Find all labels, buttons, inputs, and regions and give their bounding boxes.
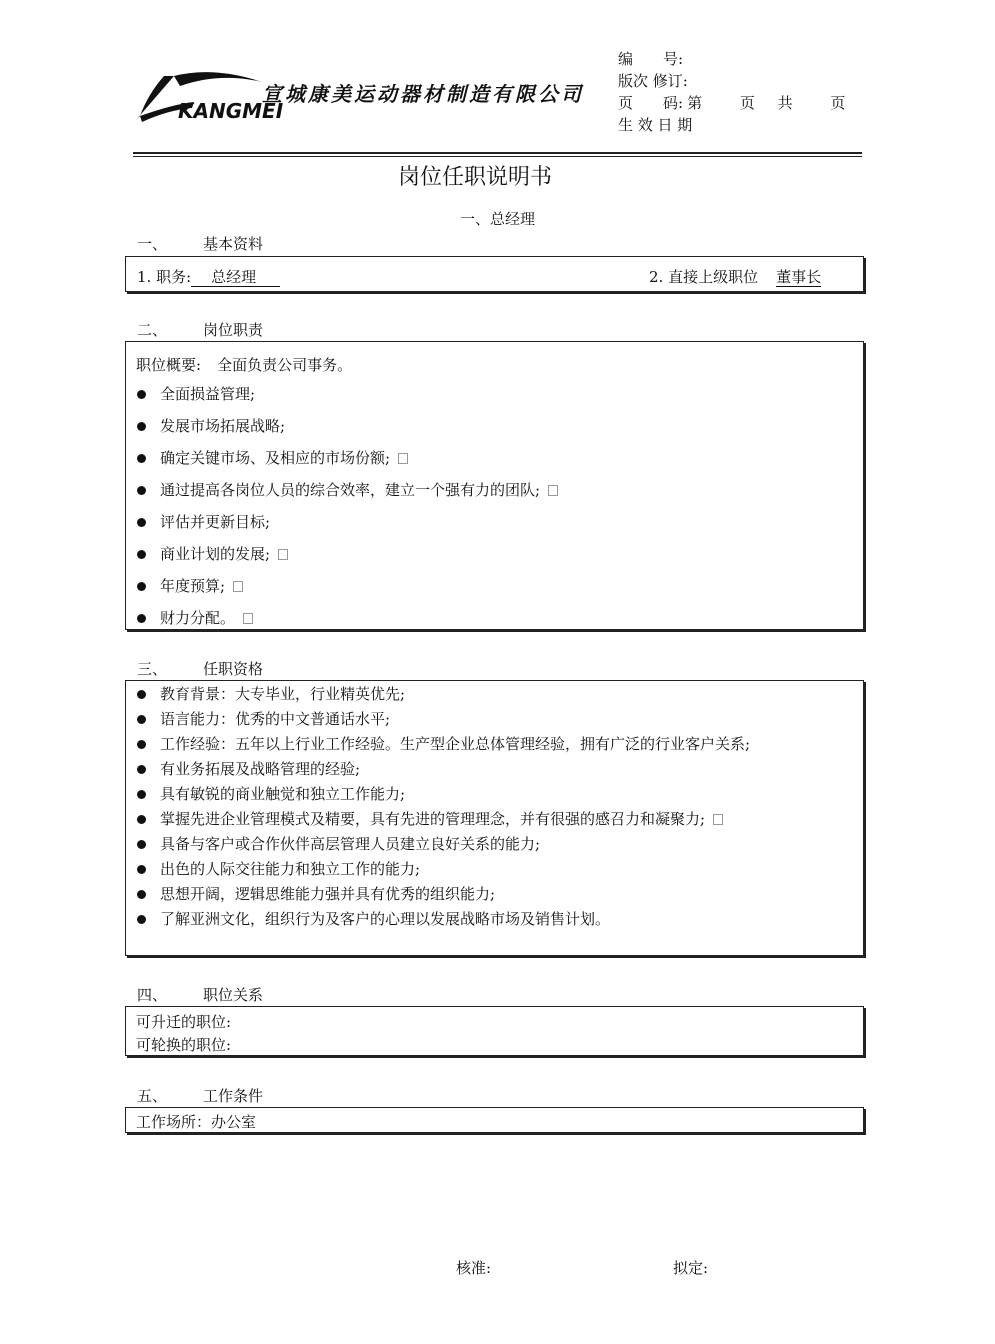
list-item: 思想开阔，逻辑思维能力强并具有优秀的组织能力;	[126, 884, 750, 909]
overview-label: 职位概要:	[136, 356, 202, 374]
section-relations-heading	[137, 984, 263, 1005]
company-name: 宣城康美运动器材制造有限公司	[262, 82, 584, 106]
position-label: 1. 职务:	[137, 268, 192, 286]
section-conditions-heading	[137, 1085, 263, 1106]
overview-value: 全面负责公司事务。	[217, 356, 353, 374]
duties-box	[125, 341, 864, 630]
section-title: 任职资格	[203, 660, 264, 678]
list-item: 有业务拓展及战略管理的经验;	[126, 759, 750, 784]
qualifications-list	[126, 684, 750, 934]
list-item: 商业计划的发展;	[126, 544, 558, 576]
rotation-field: 可轮换的职位:	[136, 1036, 232, 1054]
list-item: 年度预算;	[126, 576, 558, 608]
workplace-field: 工作场所：办公室	[136, 1113, 257, 1131]
meta-number	[618, 48, 845, 70]
section-title: 基本资料	[203, 235, 264, 253]
section-title: 职位关系	[203, 986, 264, 1004]
conditions-box	[125, 1107, 864, 1133]
logo-wordmark: KANGMEI	[178, 99, 284, 123]
list-item: 了解亚洲文化，组织行为及客户的心理以发展战略市场及销售计划。	[126, 909, 750, 934]
section-basic-info-heading	[137, 233, 263, 254]
list-item: 掌握先进企业管理模式及精要，具有先进的管理理念，并有很强的感召力和凝聚力;	[126, 809, 750, 834]
section-number: 二、	[137, 321, 168, 339]
promotion-field: 可升迁的职位:	[136, 1013, 232, 1031]
list-item: 出色的人际交往能力和独立工作的能力;	[126, 859, 750, 884]
position-value: 总经理	[191, 269, 280, 287]
superior-label: 2. 直接上级职位	[649, 268, 759, 286]
position-field	[137, 266, 280, 287]
document-meta	[618, 48, 845, 136]
checkbox-glyph	[713, 814, 723, 825]
list-item: 评估并更新目标;	[126, 512, 558, 544]
section-duties-heading	[137, 319, 263, 340]
list-item: 教育背景：大专毕业，行业精英优先;	[126, 684, 750, 709]
section-number: 五、	[137, 1087, 168, 1105]
meta-effective-label: 生 效 日 期	[618, 116, 693, 134]
list-item: 语言能力：优秀的中文普通话水平;	[126, 709, 750, 734]
list-item: 财力分配。	[126, 608, 558, 640]
meta-page-label: 页 码:	[618, 94, 684, 112]
document-subtitle: 一、总经理	[459, 210, 535, 228]
meta-page	[618, 92, 845, 114]
header-rule	[133, 152, 862, 154]
list-item: 工作经验：五年以上行业工作经验。生产型企业总体管理经验，拥有广泛的行业客户关系;	[126, 734, 750, 759]
relations-box	[125, 1006, 864, 1056]
checkbox-glyph	[548, 485, 558, 496]
checkbox-glyph	[398, 453, 408, 464]
section-title: 岗位职责	[203, 321, 264, 339]
section-number: 四、	[137, 986, 168, 1004]
meta-page-value: 第 页 共 页	[687, 94, 846, 112]
qualifications-box	[125, 680, 864, 956]
meta-version-label: 版次 修订:	[618, 72, 688, 90]
superior-value: 董事长	[776, 268, 822, 286]
list-item: 全面损益管理;	[126, 384, 558, 416]
duties-list	[126, 384, 558, 640]
list-item: 通过提高各岗位人员的综合效率，建立一个强有力的团队;	[126, 480, 558, 512]
list-item: 具备与客户或合作伙伴高层管理人员建立良好关系的能力;	[126, 834, 750, 859]
meta-effective-date	[618, 114, 845, 136]
drafter-label: 拟定:	[673, 1259, 709, 1277]
header-rule-thin	[133, 156, 862, 157]
list-item: 发展市场拓展战略;	[126, 416, 558, 448]
section-title: 工作条件	[203, 1087, 264, 1105]
checkbox-glyph	[233, 581, 243, 592]
list-item: 具有敏锐的商业触觉和独立工作能力;	[126, 784, 750, 809]
checkbox-glyph	[243, 613, 253, 624]
list-item: 确定关键市场、及相应的市场份额;	[126, 448, 558, 480]
approver-label: 核准:	[456, 1259, 492, 1277]
meta-version	[618, 70, 845, 92]
job-overview	[136, 354, 352, 375]
section-number: 三、	[137, 660, 168, 678]
section-qualifications-heading	[137, 658, 263, 679]
meta-number-label: 编 号:	[618, 50, 684, 68]
superior-field	[649, 266, 821, 287]
document-title: 岗位任职说明书	[397, 165, 552, 190]
section-number: 一、	[137, 235, 168, 253]
checkbox-glyph	[278, 549, 288, 560]
basic-info-box	[125, 256, 864, 292]
